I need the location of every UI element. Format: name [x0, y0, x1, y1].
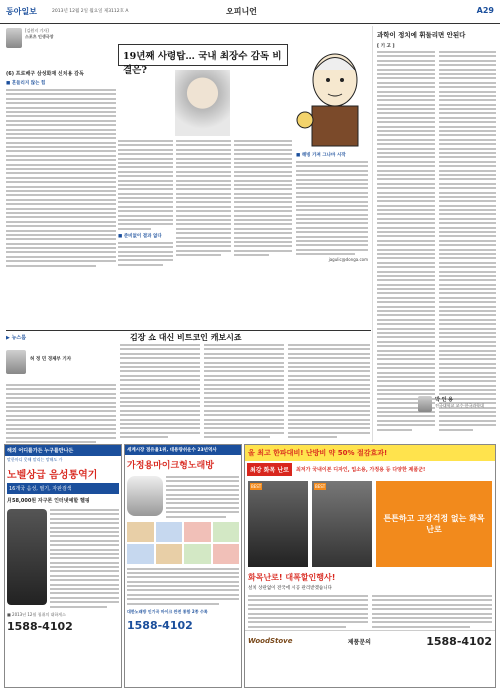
- ad1-title: 노벨상급 음성통역기: [7, 470, 98, 481]
- newsroom-body-col4: [288, 344, 370, 438]
- translator-device: [7, 509, 47, 605]
- newspaper-logo: 동아일보: [6, 7, 37, 16]
- newsroom-label-box: [6, 334, 66, 341]
- article-body-col1: [6, 89, 116, 267]
- page-number: A29: [476, 6, 494, 15]
- subhead-1: ■ 흔들리지 않는 힘: [6, 81, 46, 86]
- main-headline-box: [118, 44, 288, 76]
- ad1-subtitle: 16개국 음성, 필기, 자판검색: [7, 483, 119, 494]
- reporter-photo: [6, 350, 26, 374]
- microphone-image: [127, 476, 163, 516]
- ad3-promo-sub: 설치 상관없이 전국에 시공 관리받겠습니다: [248, 586, 332, 591]
- subhead-2: ■ 준비없이 결과 없다: [118, 233, 162, 239]
- article-body-col4: [234, 140, 292, 256]
- ad3-brand: WoodStove: [248, 637, 293, 646]
- newsroom-byline-box: [6, 350, 116, 374]
- ad3-badge-1: BEST: [251, 484, 262, 489]
- ad1-banner2: 말한마디 못해 말리는 망해도 가: [7, 457, 63, 462]
- right-byline: [418, 396, 498, 412]
- ad1-banner: 해외 어디를가든 누구를만나든: [5, 445, 121, 456]
- newsroom-headline: 김장 쇼 대신 비트코인 캐보시죠: [130, 332, 242, 342]
- ad3-badge-2: BEST: [315, 484, 326, 489]
- issue-date: 2013년 12월 2일 월요일 제3112호 A: [52, 9, 129, 14]
- page-header: [0, 0, 500, 24]
- right-headline: 과학이 정치에 휘둘리면 안된다: [377, 31, 466, 39]
- columnist-photo: [6, 28, 22, 48]
- columnist-sub: 스포츠 인생극장: [25, 34, 54, 39]
- subhead-3: ■ 해빙 가져 그나마 시작: [296, 153, 346, 158]
- contributor-photo: [418, 396, 432, 412]
- ad3-contact-label: 제품문의: [347, 638, 371, 646]
- newsroom-headline-box: [130, 332, 300, 343]
- article-body-col2: [118, 140, 173, 266]
- ad3-banner: 올 최고 한파대비! 난방비 약 50% 절감효과!: [245, 445, 495, 461]
- newsroom-body-col3: [204, 344, 284, 438]
- contrib-tag: [ 기 고 ]: [377, 44, 395, 49]
- ad2-title: 가정용마이크형노래방: [127, 461, 214, 471]
- ad2-banner: 세계시장 점유율1위, 대용량쉬운수 23년역사: [125, 445, 241, 455]
- ad3-side-text: 튼튼하고 고장걱정 없는 화목난로: [376, 481, 492, 567]
- ad-woodstove[interactable]: [244, 444, 496, 688]
- cartoon-illustration: [290, 40, 370, 150]
- article-body-col5: [296, 152, 368, 262]
- cartoon-svg: [290, 40, 370, 150]
- article-lead: (6) 프로배구 삼성화재 신치용 감독: [6, 71, 84, 77]
- newsroom-label: ▶ 뉴스룸: [6, 335, 27, 341]
- reporter-byline: 허 정 민 경제부 기자: [30, 357, 72, 362]
- ad1-phone[interactable]: 1588-4102: [7, 619, 73, 633]
- columnist-label: [김원지 기자]: [25, 28, 49, 33]
- contributor-name: 박 인 용: [435, 397, 453, 403]
- newsroom-body-col2: [120, 344, 200, 438]
- article-email: jagulic@donga.com: [328, 257, 368, 263]
- ad3-promo: 화목난로! 대폭할인행사!: [248, 573, 336, 582]
- columnist-box: [6, 28, 76, 48]
- ad3-headline: 최저가 국내이본 디자인, 업소용, 가정용 등 다양한 제품군!: [295, 467, 426, 473]
- section-title: 오피니언: [226, 7, 257, 16]
- ad1-footer: ■ 2013년 12월 청취의 대하게스: [7, 611, 66, 617]
- ad3-label: 최강 화목 난로: [247, 463, 292, 476]
- newsroom-body-col1: [6, 384, 116, 443]
- ad1-price: 月58,000원 자구론 인터넷예할 헬핑: [7, 498, 90, 504]
- stove-image-2: [312, 481, 372, 567]
- ad3-phone[interactable]: 1588-4102: [426, 634, 492, 648]
- right-column: [372, 26, 496, 442]
- newsroom-section: [6, 330, 371, 331]
- ad-translator[interactable]: [4, 444, 122, 688]
- ad2-footer: 대한노래방 인기곡 마이크 완전 통합 2종 수록: [127, 608, 208, 614]
- ad-karaoke[interactable]: [124, 444, 242, 688]
- contributor-title: 전국대학교 교수·한국과학대: [435, 403, 484, 408]
- coach-photo: [175, 70, 230, 136]
- stove-image-1: [248, 481, 308, 567]
- main-headline: 19년째 사령탑… 국내 최장수 감독 비결은?: [123, 51, 282, 76]
- article-lead-box: [6, 70, 116, 267]
- ad2-phone[interactable]: 1588-4102: [127, 618, 193, 632]
- article-body-col3: [176, 140, 231, 256]
